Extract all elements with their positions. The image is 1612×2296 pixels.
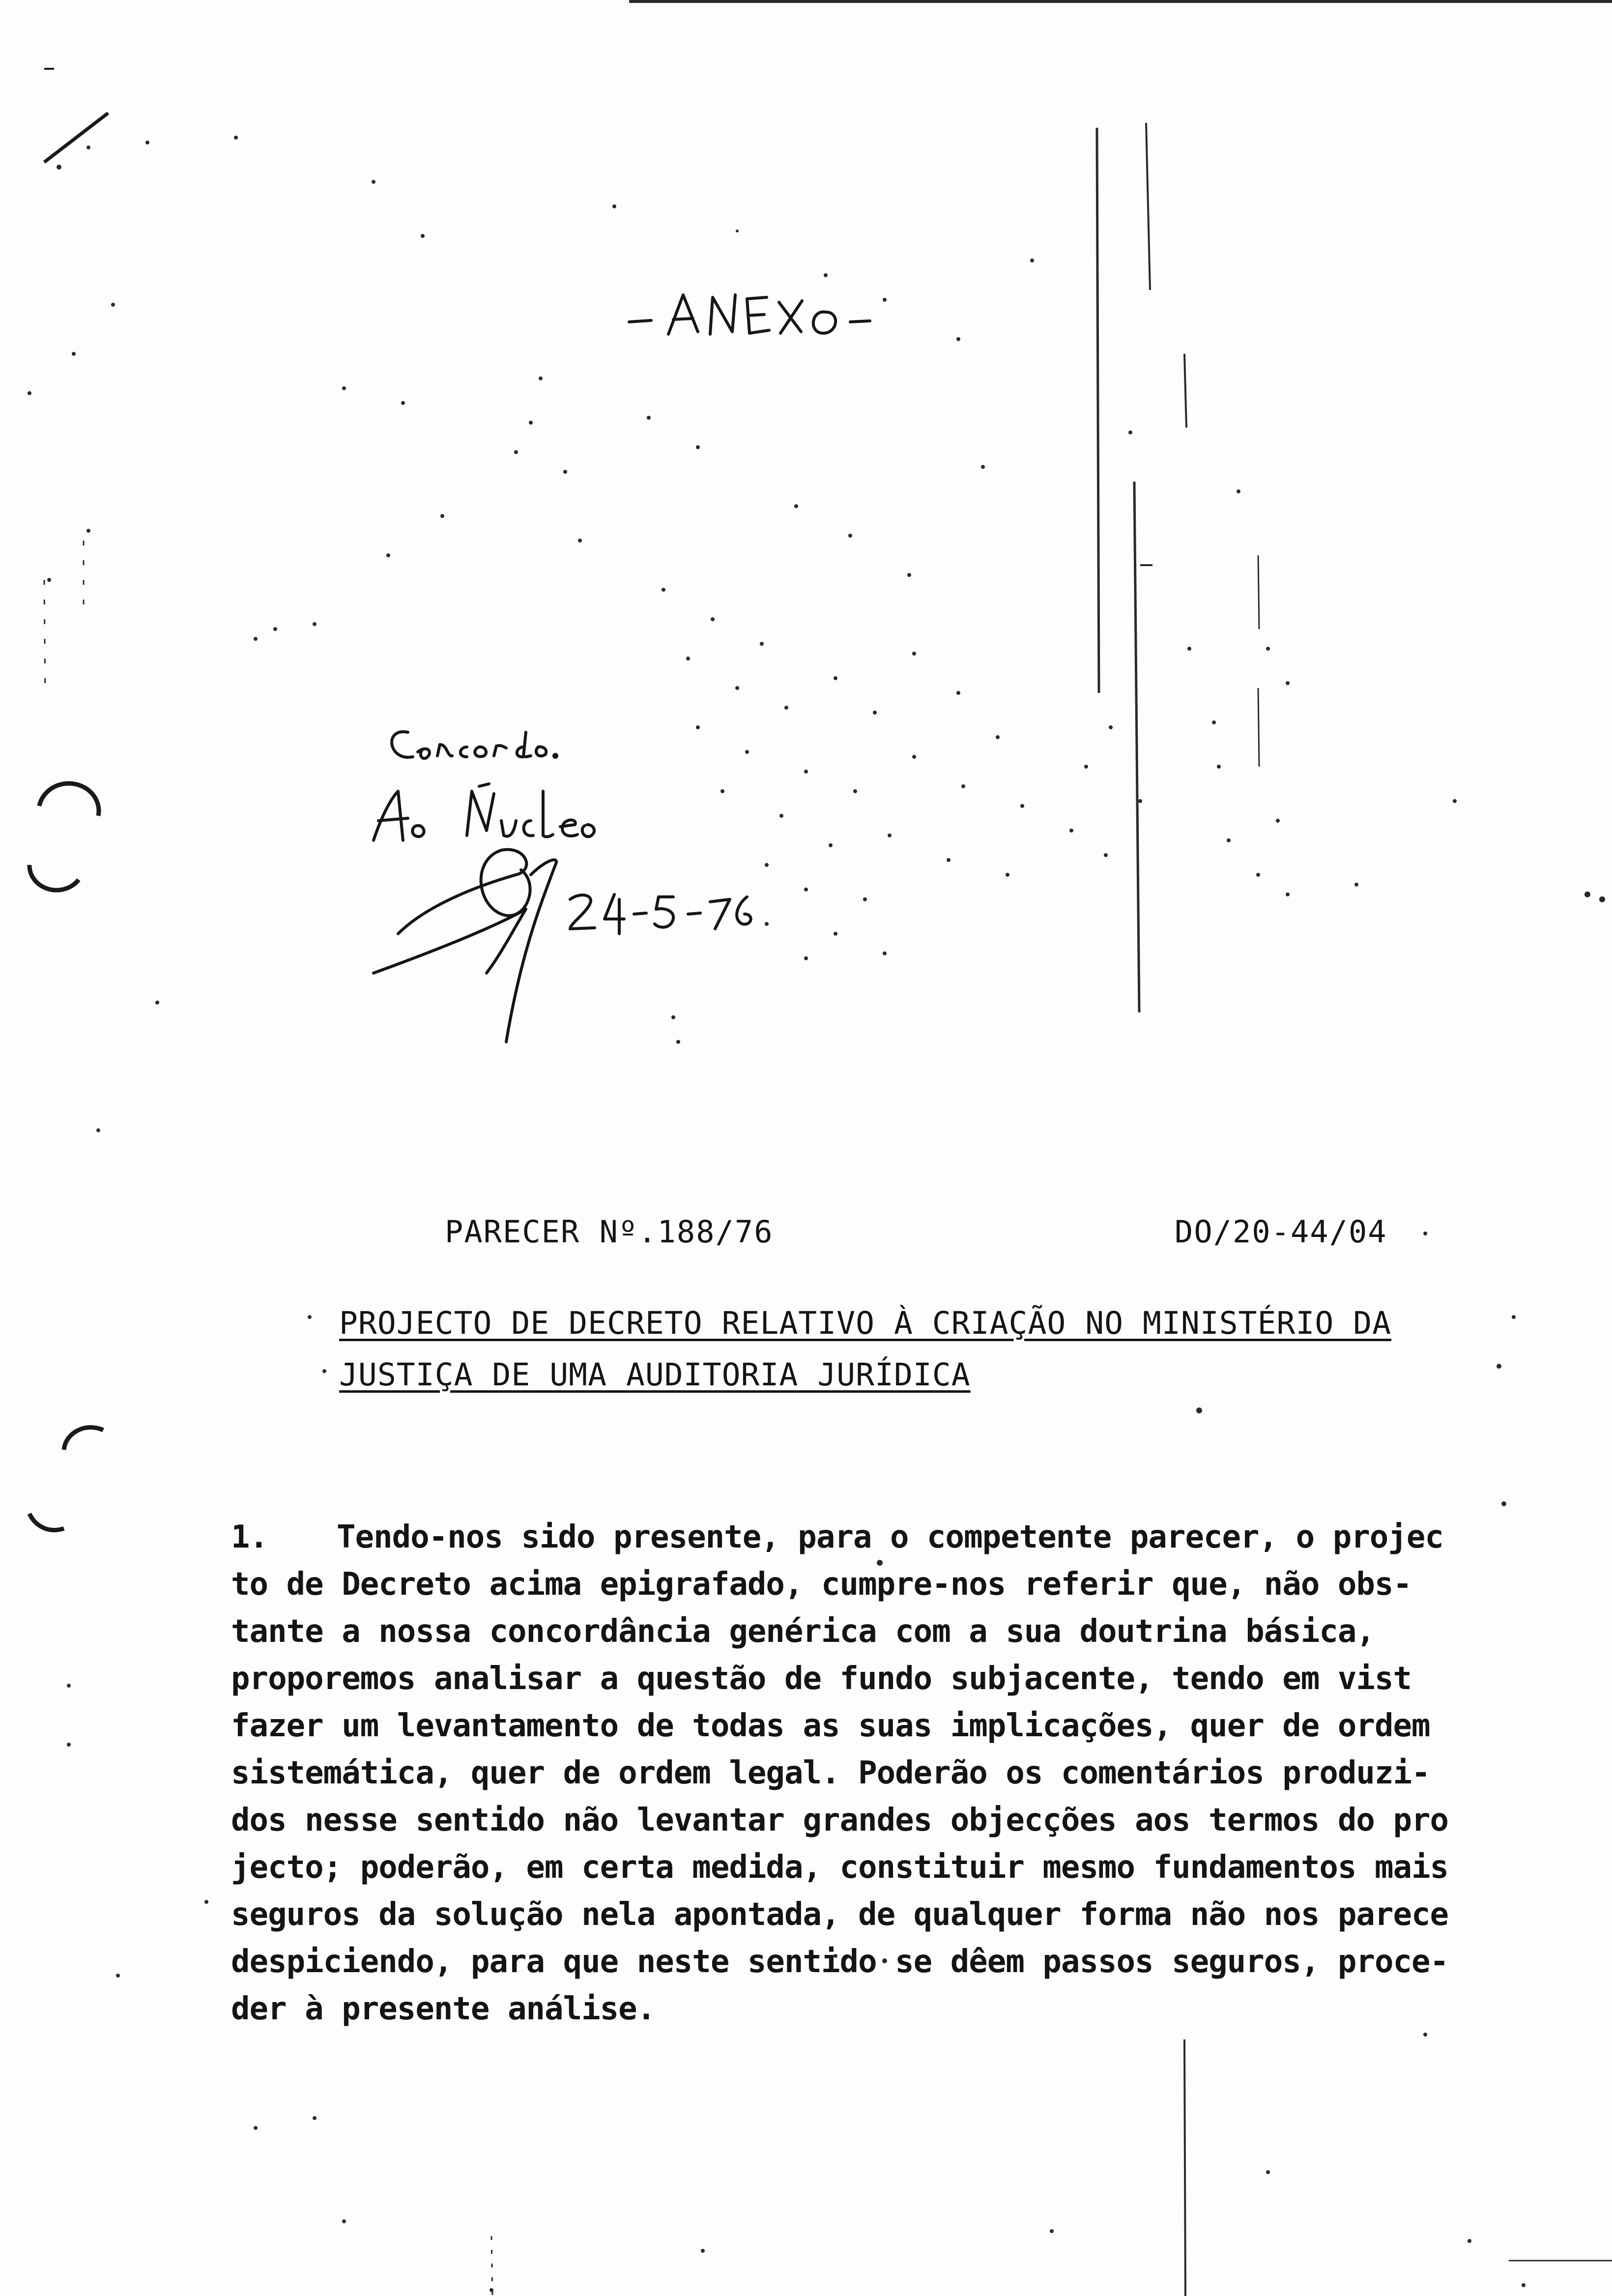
body-line: jecto; poderão, em certa medida, constituir mesmo fundamentos mais xyxy=(231,1849,1449,1886)
document-title xyxy=(339,1297,1519,1401)
title-line-1: PROJECTO DE DECRETO RELATIVO À CRIAÇÃO NO MINISTÉRIO DA xyxy=(339,1305,1392,1341)
handwritten-approval-note xyxy=(354,698,845,1062)
body-line: to de Decreto acima epigrafado, cumpre-nos referir que, não obs- xyxy=(231,1566,1411,1603)
paragraph-1 xyxy=(231,1514,1607,2033)
body-line: seguros da solução nela apontada, de qualquer forma não nos parece xyxy=(231,1896,1449,1933)
body-line: sistemática, quer de ordem legal. Poderão os comentários produzi- xyxy=(231,1755,1430,1791)
reference-code: DO/20-44/04 xyxy=(1175,1214,1387,1250)
annex-mark-drawing xyxy=(624,275,929,354)
opinion-number: PARECER Nº.188/76 xyxy=(445,1214,774,1250)
body-line: dos nesse sentido não levantar grandes objecções aos termos do pro xyxy=(231,1802,1449,1838)
annex-handwritten-mark xyxy=(624,275,929,354)
body-line: fazer um levantamento de todas as suas implicações, quer de ordem xyxy=(231,1708,1430,1744)
body-line: proporemos analisar a questão de fundo subjacente, tendo em vist xyxy=(231,1661,1411,1697)
body-line: tante a nossa concordância genérica com a sua doutrina básica, xyxy=(231,1613,1375,1650)
body-line xyxy=(231,1514,1607,1561)
signature-drawing xyxy=(354,698,845,1062)
title-line-2: JUSTIÇA DE UMA AUDITORIA JURÍDICA xyxy=(339,1357,971,1393)
body-line: despiciendo, para que neste sentido se dêem passos seguros, proce- xyxy=(231,1944,1449,1980)
body-line-text: Tendo-nos sido presente, para o competente parecer, o projec xyxy=(337,1519,1443,1555)
body-line: der à presente análise. xyxy=(231,1991,656,2027)
paragraph-number: 1. xyxy=(231,1519,268,1555)
